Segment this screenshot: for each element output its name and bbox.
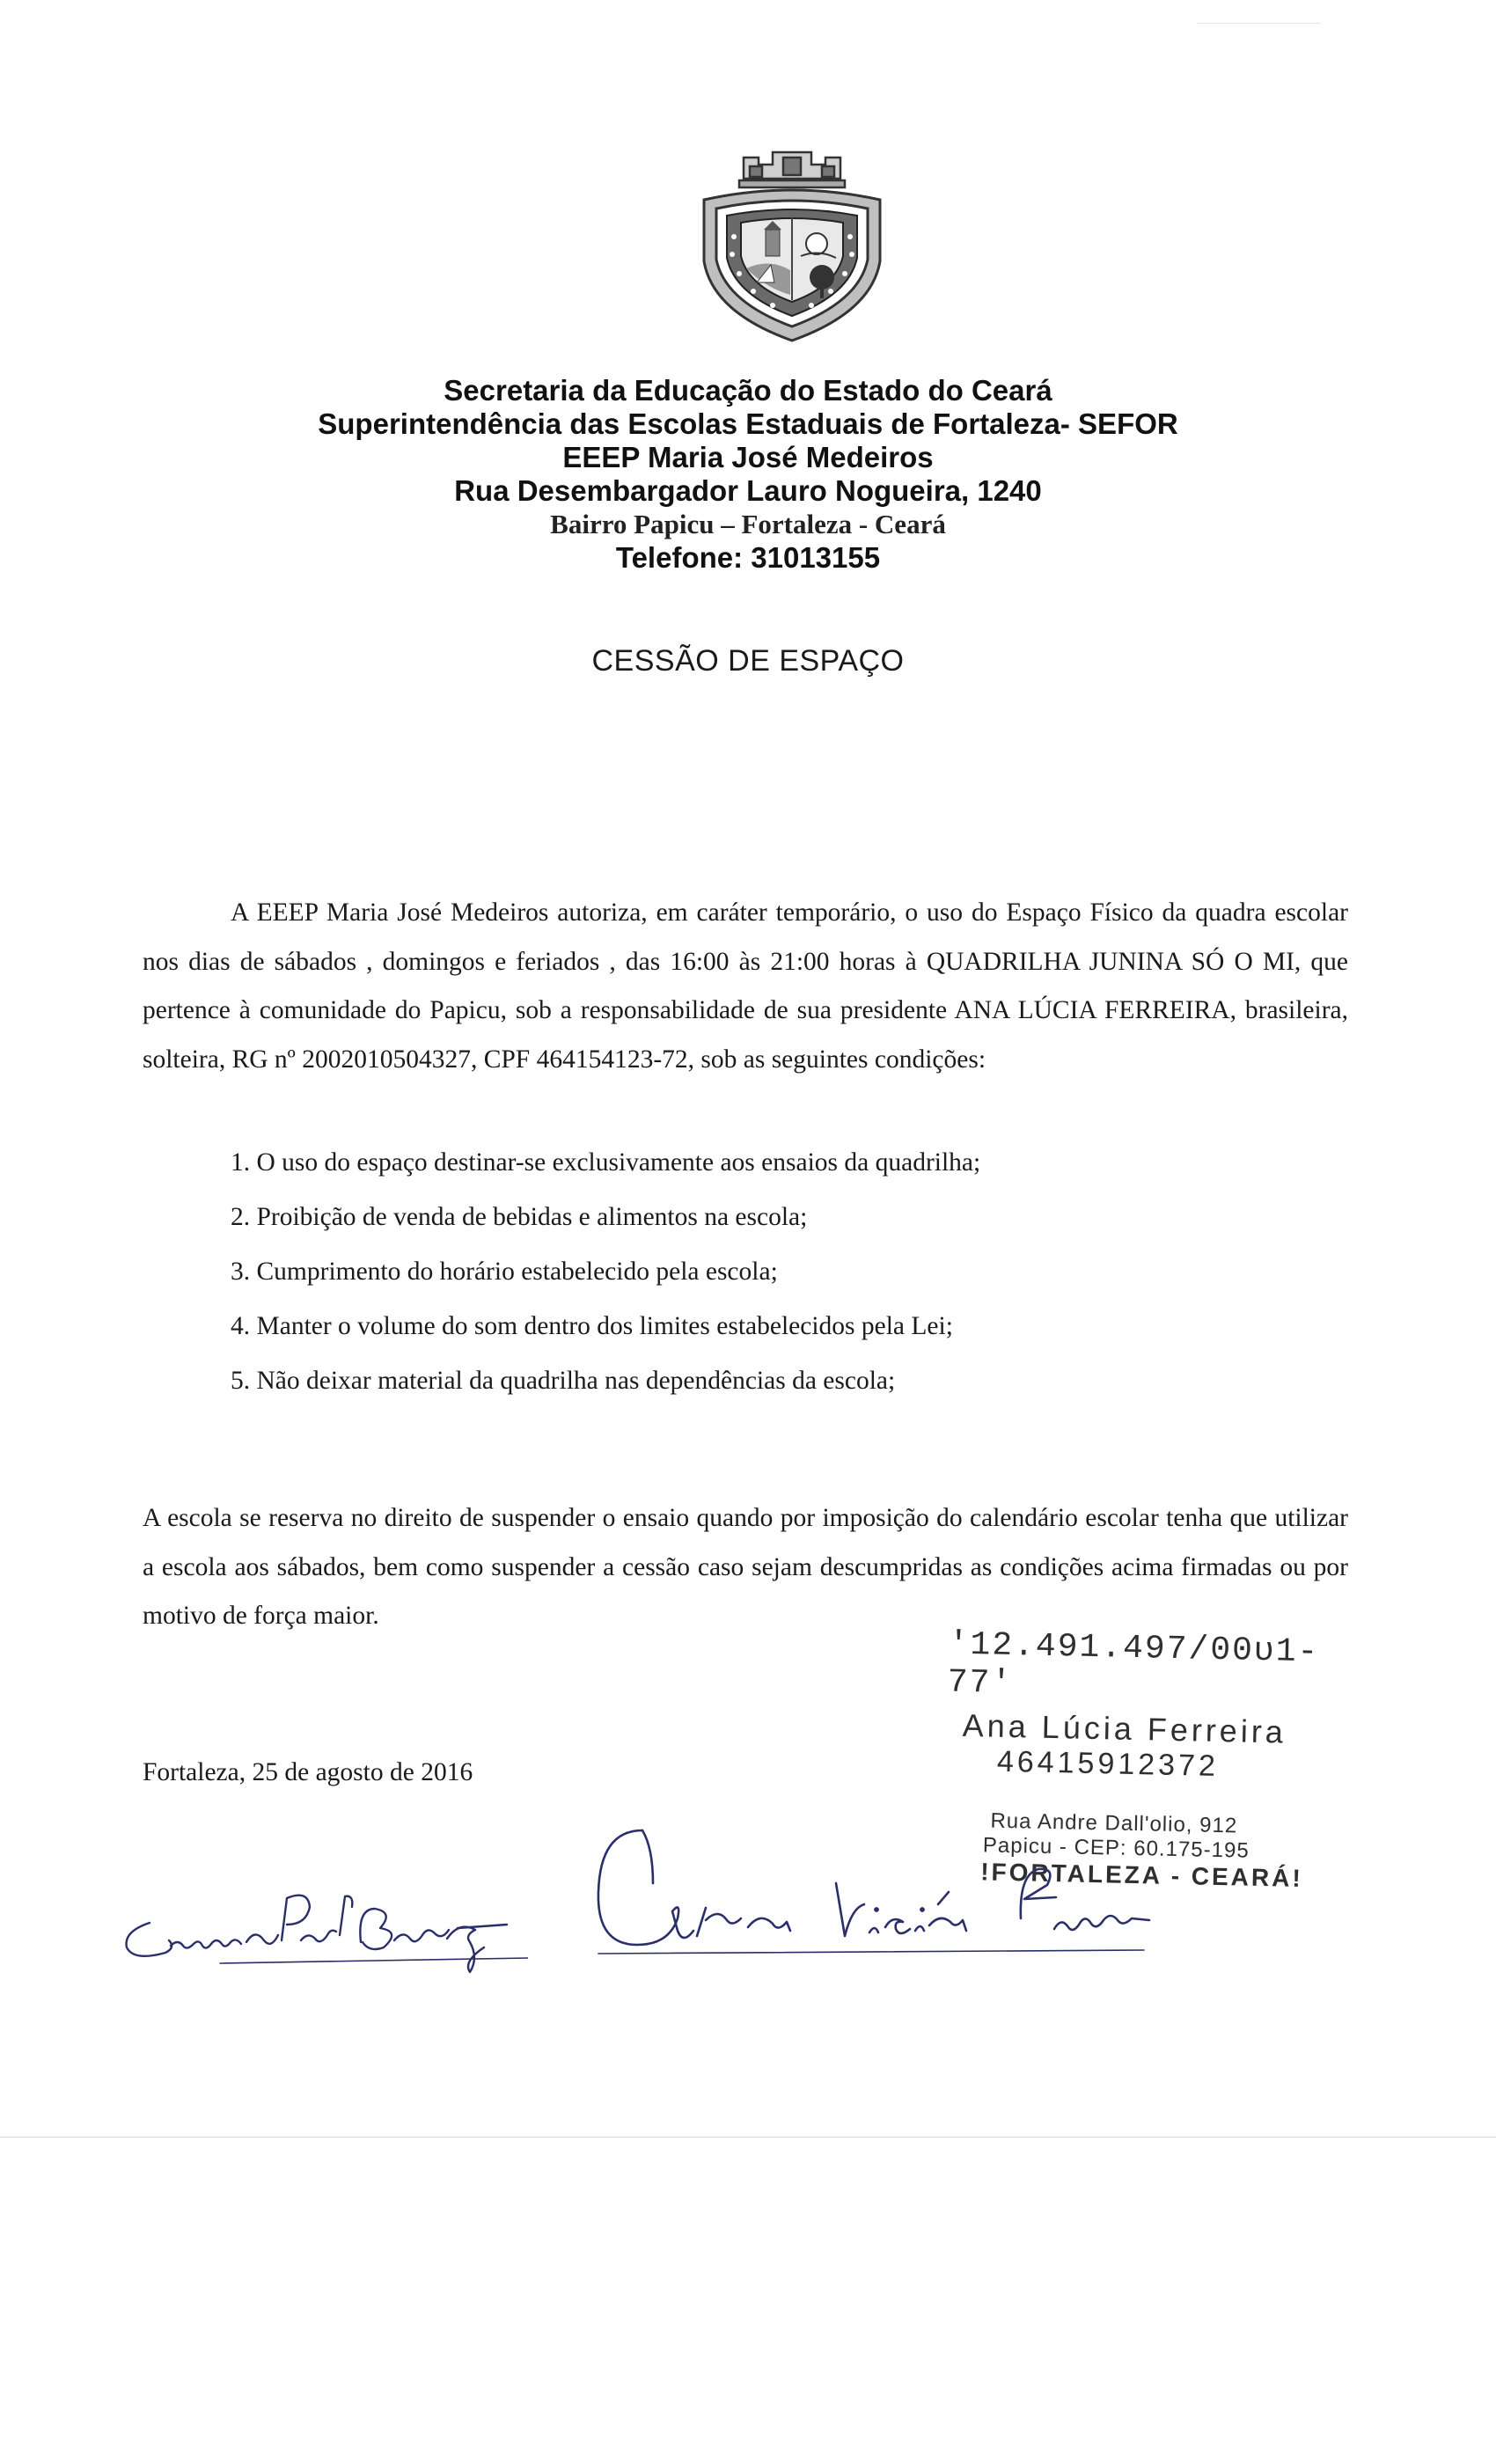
header-superintendencia: Superintendência das Escolas Estaduais de Fortaleza- SEFOR bbox=[318, 407, 1178, 440]
school-director-signature bbox=[114, 1844, 528, 1976]
header-phone: Telefone: 31013155 bbox=[615, 541, 881, 574]
stamp-number: 46415912372 bbox=[996, 1744, 1220, 1783]
condition-item-4: 4. Manter o volume do som dentro dos limites estabelecidos pela Lei; bbox=[231, 1312, 953, 1340]
condition-item-5: 5. Não deixar material da quadrilha nas dependências da escola; bbox=[231, 1367, 896, 1395]
reservation-paragraph: A escola se reserva no direito de suspender o ensaio quando por imposição do calendário escolar tenha que utilizar a escola aos sábados, bem como suspender a cessão caso sejam descumpridas as condições acima firmadas ou por motivo de força maior. bbox=[143, 1504, 1348, 1630]
document-title: CESSÃO DE ESPAÇO bbox=[591, 644, 905, 678]
place-and-date: Fortaleza, 25 de agosto de 2016 bbox=[143, 1758, 473, 1786]
header-neighborhood: Bairro Papicu – Fortaleza - Ceará bbox=[550, 509, 946, 539]
coat-of-arms-seal bbox=[695, 145, 889, 343]
conditions-list bbox=[231, 1135, 980, 1408]
stamp-name: Ana Lúcia Ferreira bbox=[962, 1706, 1287, 1750]
letterhead bbox=[220, 374, 1276, 575]
stamp-address: Rua Andre Dall'olio, 912 bbox=[990, 1808, 1238, 1838]
stamp-cnpj: '12.491.497/00ʋ1-77' bbox=[947, 1625, 1320, 1704]
header-school-name: EEEP Maria José Medeiros bbox=[562, 441, 934, 473]
stamp-city: !FORTALEZA - CEARÁ! bbox=[979, 1858, 1304, 1893]
authorization-text: A EEEP Maria José Medeiros autoriza, em caráter temporário, o uso do Espaço Físico da quadra escolar nos dias de sábados , domingos e feriados , das 16:00 às 21:00 horas à QUADRILHA JUNINA SÓ O MI, que pertence à comunidade do Papicu, sob a responsabilidade de sua presidente ANA LÚCIA FERREIRA, brasileira, solteira, RG nº 2002010504327, CPF 464154123-72, sob as seguintes condições: bbox=[143, 898, 1348, 1074]
condition-item-1: 1. O uso do espaço destinar-se exclusivamente aos ensaios da quadrilha; bbox=[231, 1148, 981, 1177]
president-signature bbox=[581, 1813, 1162, 1971]
page-bottom-line bbox=[0, 2137, 1496, 2138]
header-secretaria: Secretaria da Educação do Estado do Ceará bbox=[444, 374, 1052, 407]
authorization-paragraph bbox=[143, 889, 1348, 1084]
condition-item-3: 3. Cumprimento do horário estabelecido pela escola; bbox=[231, 1258, 778, 1286]
condition-item-2: 2. Proibição de venda de bebidas e alimentos na escola; bbox=[231, 1203, 808, 1231]
scan-edge-line bbox=[1197, 23, 1320, 24]
header-street: Rua Desembargador Lauro Nogueira, 1240 bbox=[454, 474, 1042, 507]
stamp-district: Papicu - CEP: 60.175-195 bbox=[982, 1833, 1250, 1863]
